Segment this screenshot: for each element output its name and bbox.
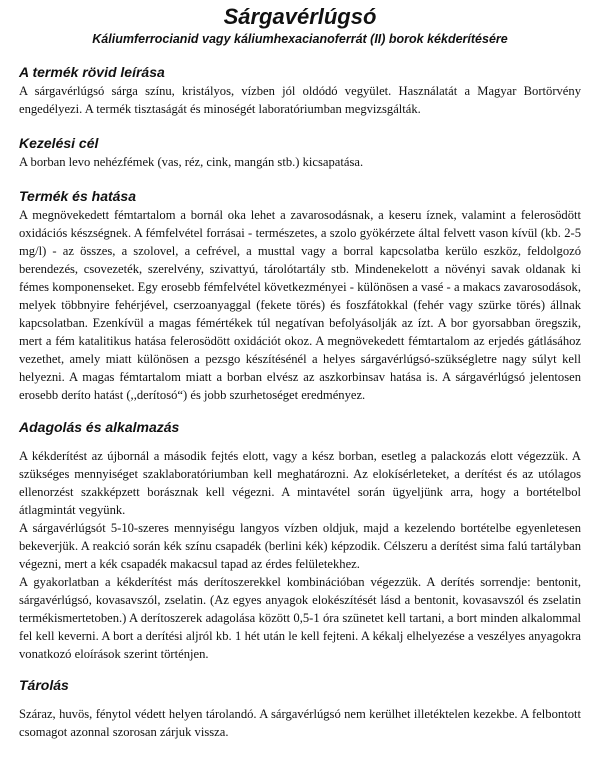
- section-dosage-application: [19, 419, 581, 663]
- section-storage: [19, 677, 581, 741]
- section-paragraph: Száraz, huvös, fénytol védett helyen tárolandó. A sárgavérlúgsó nem kerülhet illetéktelen kezekbe. A felbontott csomagot azonnal szorosan zárjuk vissza.: [19, 707, 581, 739]
- section-paragraph: A sárgavérlúgsót 5-10-szeres mennyiségu langyos vízben oldjuk, majd a kezelendo bortételbe egyenletesen bekeverjük. A reakció során kék színu csapadék (berlini kék) képzodik. Célszeru a derítést sima falú tartályban végezni, mert a kék csapadék makacsul tapad az érdes felületekhez.: [19, 521, 581, 571]
- section-paragraph: A gyakorlatban a kékderítést más derítoszerekkel kombinációban végezzük. A derítés sorrendje: bentonit, sárgavérlúgsó, kovasavszól, zselatin. (Az egyes anyagok elokészítését lásd a bentonit, kovasavszól és zselatin termékismertetoben.) A derítoszerek adagolása között 0,5-1 óra szünetet kell tartani, a bort minden alkalommal fel kell keverni. A bort a derítési aljról kb. 1 hét után le kell fejteni. A kékalj elhelyezése a veszélyes anyagokra vonatkozó eloírások szerint történjen.: [19, 575, 581, 661]
- section-treatment-goal: [19, 135, 581, 171]
- section-short-description: [19, 64, 581, 118]
- section-paragraph: A kékderítést az újbornál a második fejtés elott, vagy a kész borban, esetleg a palackozás elott végezzük. A szükséges mennyiséget szaklaboratóriumban kell meghatározni. Az elokísérleteket, a derítést és az utólagos ellenorzést szakképzett borásznak kell végezni. A mintavétel során ügyeljünk arra, hogy a bortételbol átlagmintát vegyünk.: [19, 449, 581, 517]
- section-paragraph: A megnövekedett fémtartalom a bornál oka lehet a zavarosodásnak, a keseru íznek, valamint a felerosödött oxidációs készségnek. A fémfelvétel forrásai - természetes, a szolo gyökérzete által felvett vason kívül (kb. 2-5 mg/l) - az összes, a szolovel, a cefrével, a musttal vagy a borral kapcsolatba kerülo eszköz, feldolgozó berendezés, csovezeték, szerelvény, szivattyú, tárolótartály stb. Mindenekelott a növényi savak oldanak ki fémes komponenseket. Egy erosebb fémfelvétel következményei - különösen a vasé - a makacs zavarosodások, melyek többnyire fehérjével, cserzoanyaggal (fekete törés) és foszfátokkal (fehér vagy szürke törés) állnak kapcsolatban. Ezenkívül a magas fémértékek túl negatívan befolyásolják az ízt. A bor gyorsabban öregszik, mert a fém katalitikus hatása felerosödött oxidációt okoz. A megnövekedett fémtartalom az erjedés gátlásához vezethet, amely miatt különösen a pezsgo készítésénél a helyes sárgavérlúgsó-szükségletre nagy súlyt kell helyezni. A magas fémtartalom miatt a borban elvész az aszkorbinsav hatása is. A sárgavérlúgsó jelentosen erosebb deríto hatást (,,derítosó“) és jobb szurhetoséget eredményez.: [19, 208, 581, 402]
- document-subtitle: Káliumferrocianid vagy káliumhexacianoferrát (II) borok kékderítésére: [92, 32, 508, 46]
- document-title: Sárgavérlúgsó: [223, 4, 377, 29]
- section-product-effect: [19, 188, 581, 404]
- section-heading: A termék rövid leírása: [19, 64, 165, 80]
- section-heading: Adagolás és alkalmazás: [19, 419, 180, 435]
- section-heading: Termék és hatása: [19, 188, 136, 204]
- section-heading: Kezelési cél: [19, 135, 99, 151]
- section-paragraph: A sárgavérlúgsó sárga színu, kristályos, vízben jól oldódó vegyület. Használatát a Magyar Bortörvény engedélyezi. A termék tisztaságát és minoségét laboratóriumban megvizsgálták.: [19, 84, 581, 116]
- section-heading: Tárolás: [19, 677, 69, 693]
- section-paragraph: A borban levo nehézfémek (vas, réz, cink, mangán stb.) kicsapatása.: [19, 155, 364, 169]
